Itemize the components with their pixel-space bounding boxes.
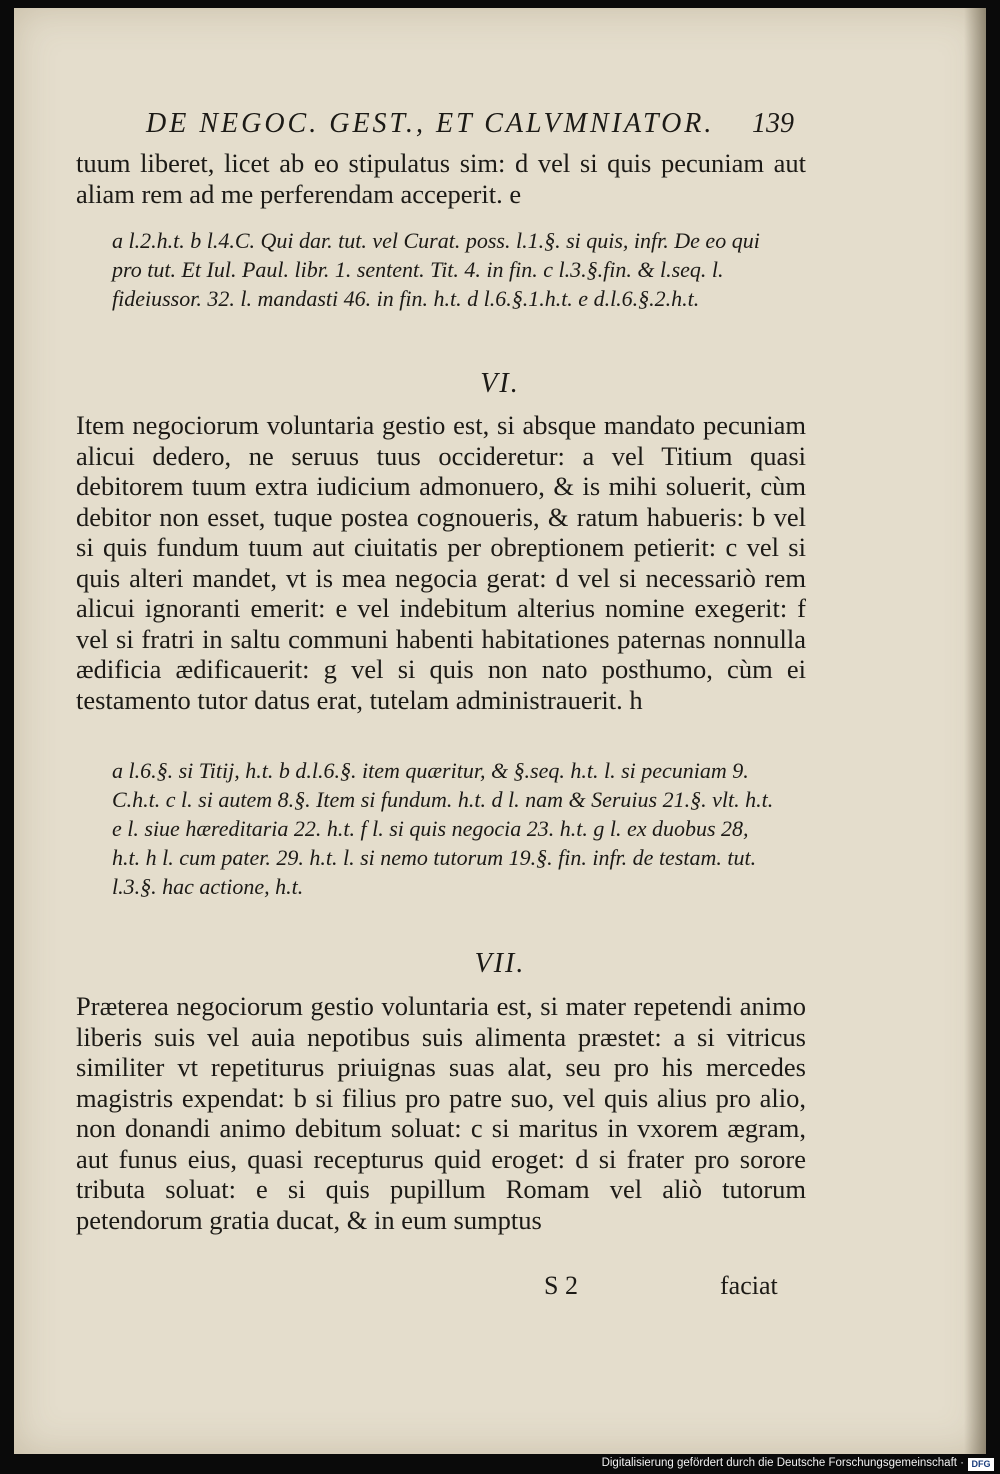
digitization-credit: Digitalisierung gefördert durch die Deutsche Forschungsgemeinschaft ·	[601, 1457, 964, 1469]
footnotes-block-2: a l.6.§. si Titij, h.t. b d.l.6.§. item quæritur, & §.seq. h.t. l. si pecuniam 9. C.h.t. c l. si autem 8.§. Item si fundum. h.t. d l. nam & Seruius 21.§. vlt. h.t. e l. siue hæreditaria 22. h.t. f l. si quis negocia 23. h.t. g l. ex duobus 28, h.t. h l. cum pater. 29. h.t. l. si nemo tutorum 19.§. fin. infr. de testam. tut. l.3.§. hac actione, h.t.	[112, 758, 774, 899]
section-vii-paragraph: Præterea negociorum gestio voluntaria est, si mater repetendi animo liberis suis vel auia nepotibus suis alimenta præstet: a si vitricus similiter vt repetiturus priuignas suas alat, seu pro his mercedes magistris expendat: b si filius pro patre suo, vel quis alius pro alio, non donandi animo debitum soluat: c si maritus in vxorem ægram, aut funus eius, quasi recepturus quid eroget: d si frater pro sorore tributa soluat: e si quis pupillum Romam vel aliò tutorum petendorum gratia ducat, & in eum sumptus	[76, 991, 806, 1235]
intro-paragraph: tuum liberet, licet ab eo stipulatus sim: d vel si quis pecuniam aut aliam rem ad me perferendam acceperit. e	[76, 148, 806, 209]
digitization-footer	[0, 1456, 1000, 1474]
section-vi-paragraph: Item negociorum voluntaria gestio est, si absque mandato pecuniam alicui dedero, ne seruus tuus occideretur: a vel Titium quasi debitorem tuum extra iudicium admonuero, & is mihi soluerit, cùm debitor non esset, tuque postea cognoueris, & ratum habueris: b vel si quis fundum tuum aut ciuitatis per obreptionem petierit: c vel si quis alteri mandet, vt is mea negocia gerat: d vel si necessariò rem alicui ignoranti emerit: e vel indebitum alterius nomine exegerit: f vel si fratri in saltu communi habenti habitationes paternas nonnulla ædificia ædificauerit: g vel si quis non nato posthumo, cùm ei testamento tutor datus erat, tutelam administrauerit. h	[76, 410, 806, 715]
page-edge-shadow	[964, 8, 986, 1454]
page-number: 139	[752, 108, 794, 139]
dfg-logo: DFG	[968, 1458, 994, 1471]
running-title: DE NEGOC. GEST., ET CALVMNIATOR.	[146, 108, 715, 139]
book-page	[14, 8, 986, 1454]
section-heading-vi: VI.	[480, 368, 520, 399]
signature-mark: S 2	[544, 1271, 578, 1300]
footnotes-block-1: a l.2.h.t. b l.4.C. Qui dar. tut. vel Curat. poss. l.1.§. si quis, infr. De eo qui pro tut. Et Iul. Paul. libr. 1. sentent. Tit. 4. in fin. c l.3.§.fin. & l.seq. l. fideiussor. 32. l. mandasti 46. in fin. h.t. d l.6.§.1.h.t. e d.l.6.§.2.h.t.	[112, 228, 760, 311]
section-heading-vii: VII.	[474, 948, 526, 979]
catchword: faciat	[720, 1271, 778, 1300]
